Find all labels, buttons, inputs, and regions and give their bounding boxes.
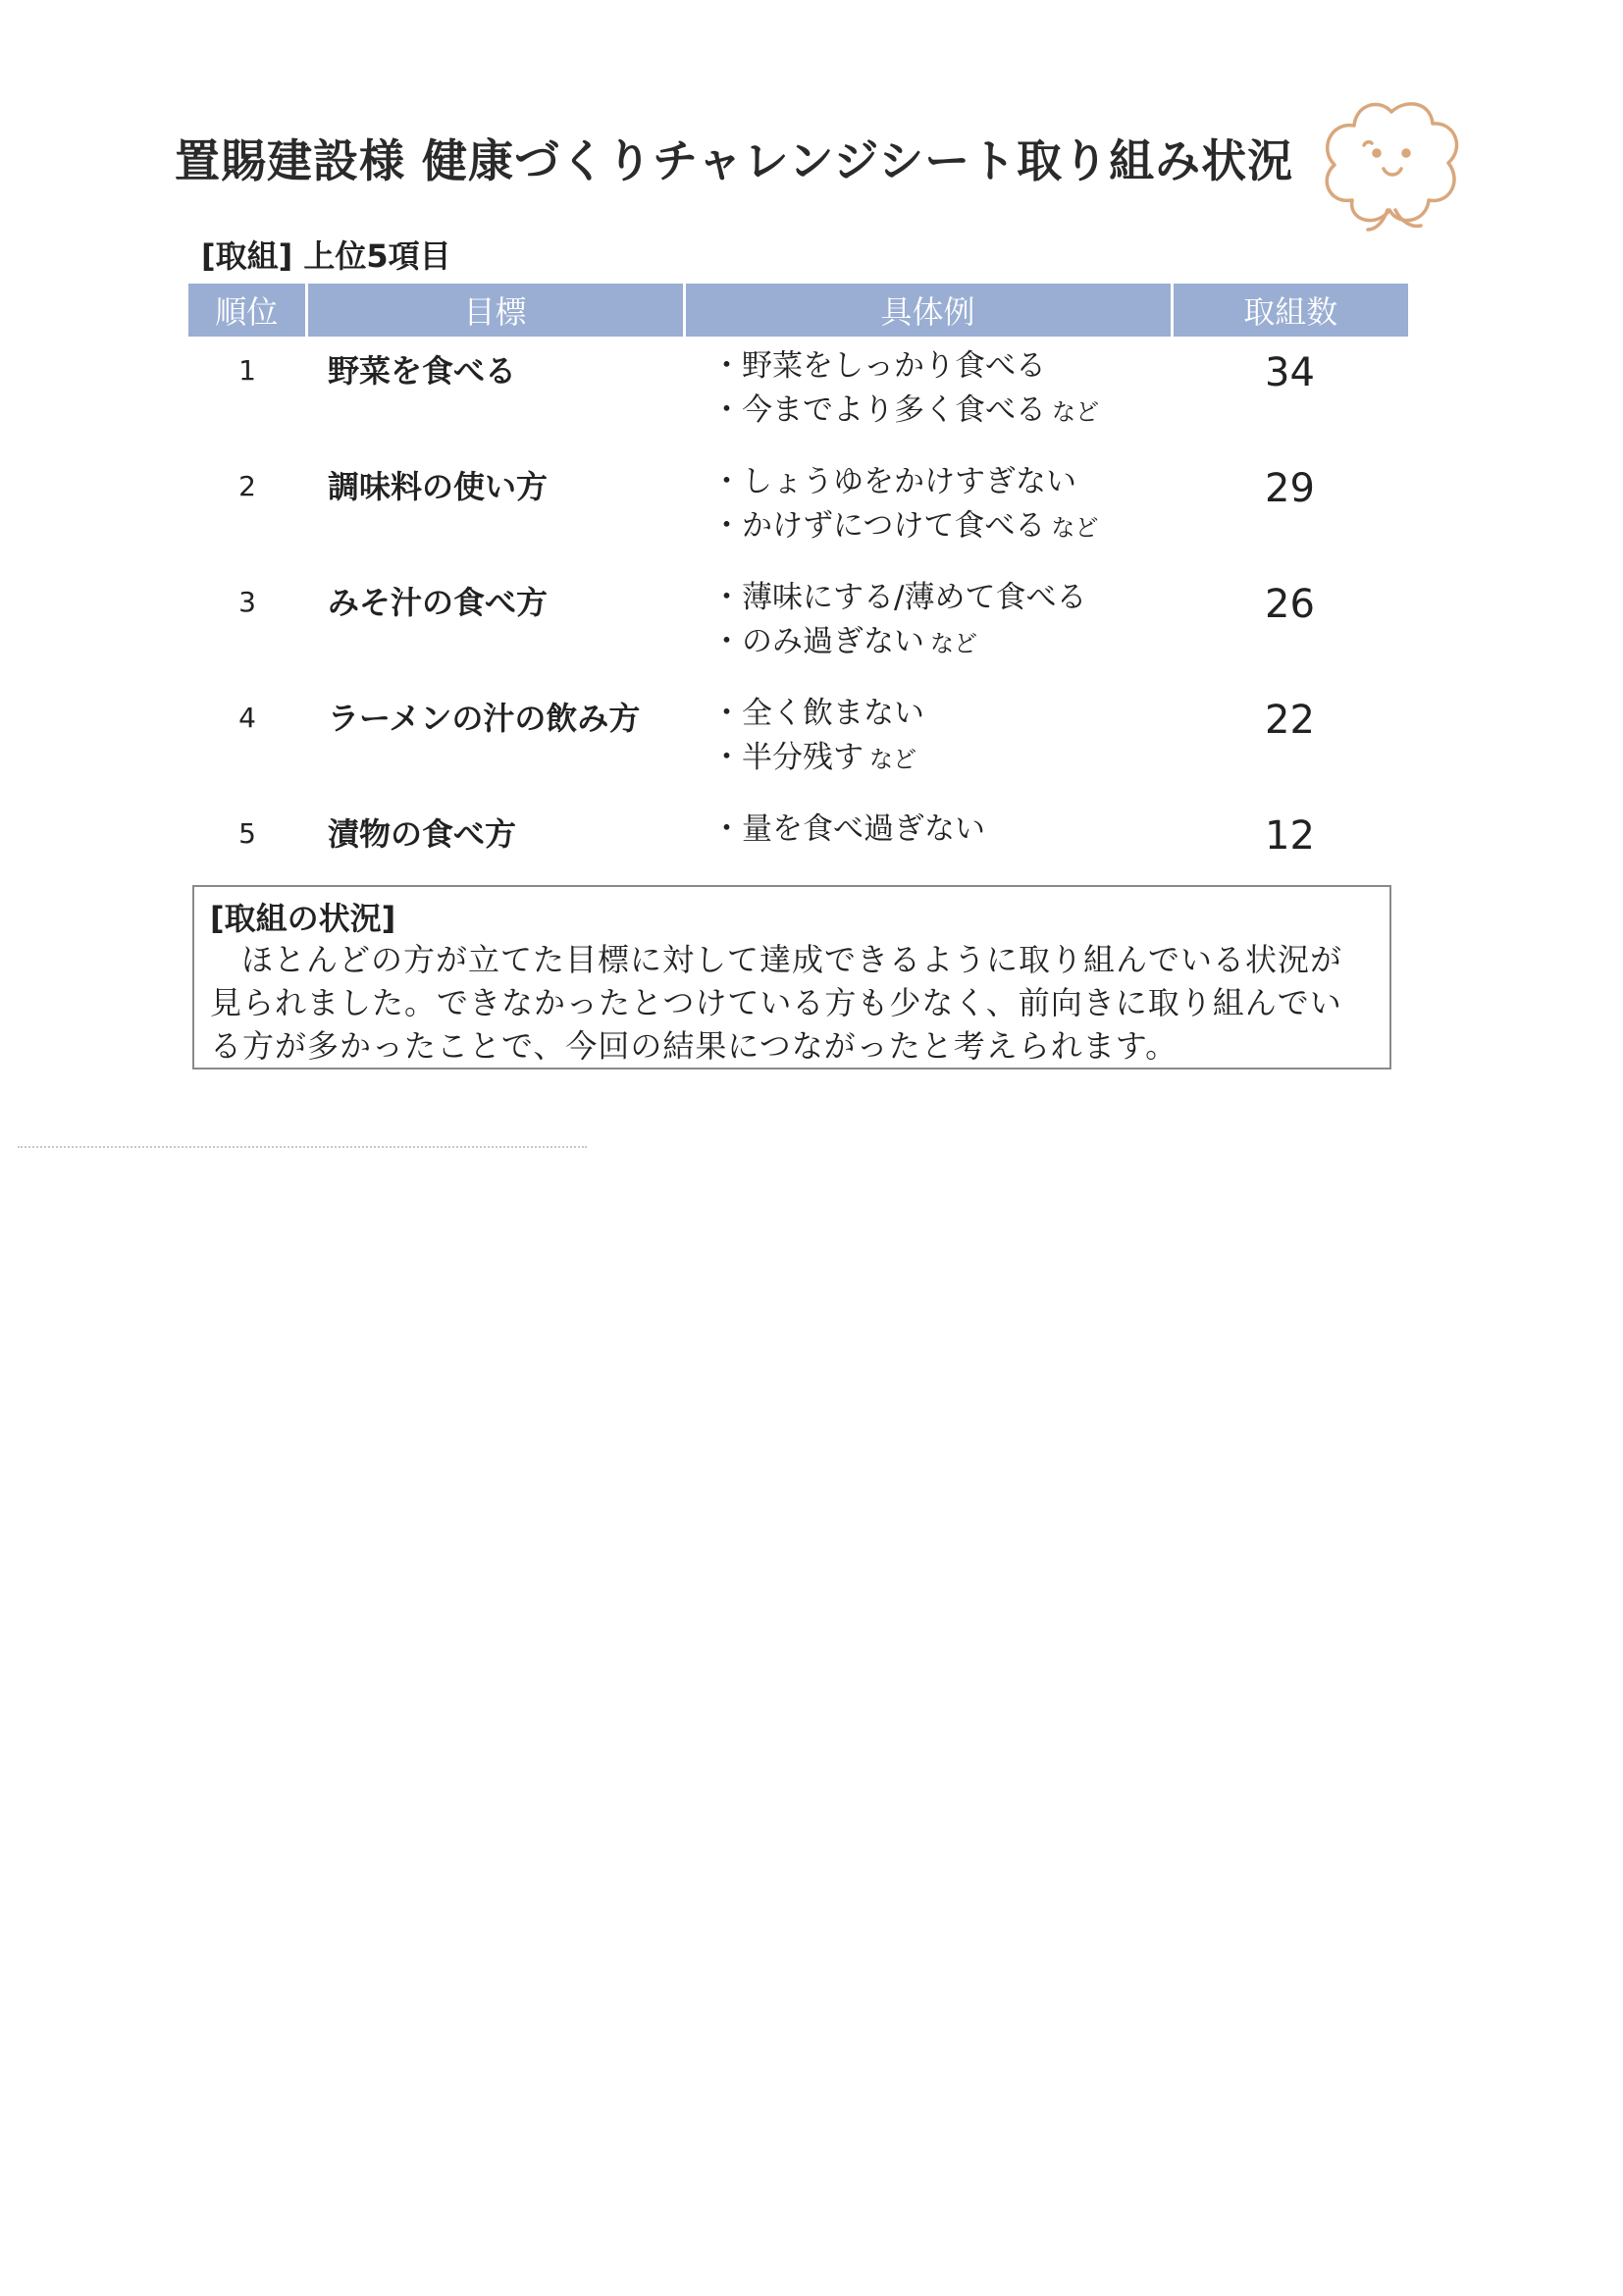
count-cell: 29 [1265, 466, 1315, 511]
table-row [188, 337, 1408, 452]
example-line: ・ 薄味にする/薄めて食べる [711, 576, 1172, 620]
header-goal: 目標 [306, 284, 684, 337]
example-line: ・ 今までより多く食べる など [711, 389, 1172, 435]
count-cell: 26 [1265, 582, 1315, 627]
count-cell: 12 [1265, 813, 1315, 859]
goal-cell: 野菜を食べる [328, 352, 517, 390]
flower-face-mascot-icon [1313, 94, 1470, 241]
example-cell [684, 337, 1172, 452]
example-line: ・ 半分残す など [711, 736, 1172, 782]
rank-cell: 4 [238, 702, 256, 734]
etc-suffix: など [869, 746, 916, 773]
scan-artifact-divider [18, 1146, 587, 1148]
goal-cell: 漬物の食べ方 [328, 815, 517, 853]
example-line: ・ のみ過ぎない など [711, 620, 1172, 666]
example-line: ・ しょうゆをかけすぎない [711, 460, 1172, 504]
example-line: ・ 全く飲まない [711, 692, 1172, 736]
summary-heading: [取組の状況] [210, 900, 396, 937]
table-row [188, 684, 1408, 800]
header-count: 取組数 [1172, 284, 1408, 337]
count-cell: 34 [1265, 350, 1315, 395]
ranking-table [188, 284, 1408, 915]
goal-cell: 調味料の使い方 [328, 468, 549, 505]
example-line: ・ 量を食べ過ぎない [711, 808, 1172, 852]
table-row [188, 452, 1408, 568]
example-line: ・ 野菜をしっかり食べる [711, 344, 1172, 389]
goal-cell: みそ汁の食べ方 [328, 584, 549, 621]
table-header-row [188, 284, 1408, 337]
rank-cell: 1 [238, 354, 256, 387]
rank-cell: 3 [238, 586, 256, 618]
summary-text: ほとんどの方が立てた目標に対して達成できるように取り組んでいる状況が見られました。できなかったとつけている方も少なく、前向きに取り組んでいる方が多かったことで、今回の結果につながったと考えられます。 [210, 941, 1343, 1065]
rank-cell: 5 [238, 817, 256, 850]
rank-cell: 2 [238, 470, 256, 502]
example-line: ・ かけずにつけて食べる など [711, 504, 1172, 550]
etc-suffix: など [1051, 514, 1099, 542]
count-cell: 22 [1265, 698, 1315, 743]
page-title: 置賜建設様 健康づくりチャレンジシート取り組み状況 [175, 134, 1294, 187]
table-row [188, 568, 1408, 684]
goal-cell: ラーメンの汁の飲み方 [328, 700, 641, 737]
example-cell [684, 684, 1172, 800]
section-heading: [取組] 上位5項目 [201, 237, 451, 275]
summary-box [192, 885, 1391, 1070]
example-cell [684, 568, 1172, 684]
example-cell [684, 452, 1172, 568]
etc-suffix: など [1052, 398, 1099, 426]
etc-suffix: など [930, 630, 977, 657]
header-example: 具体例 [684, 284, 1172, 337]
header-rank: 順位 [188, 284, 306, 337]
